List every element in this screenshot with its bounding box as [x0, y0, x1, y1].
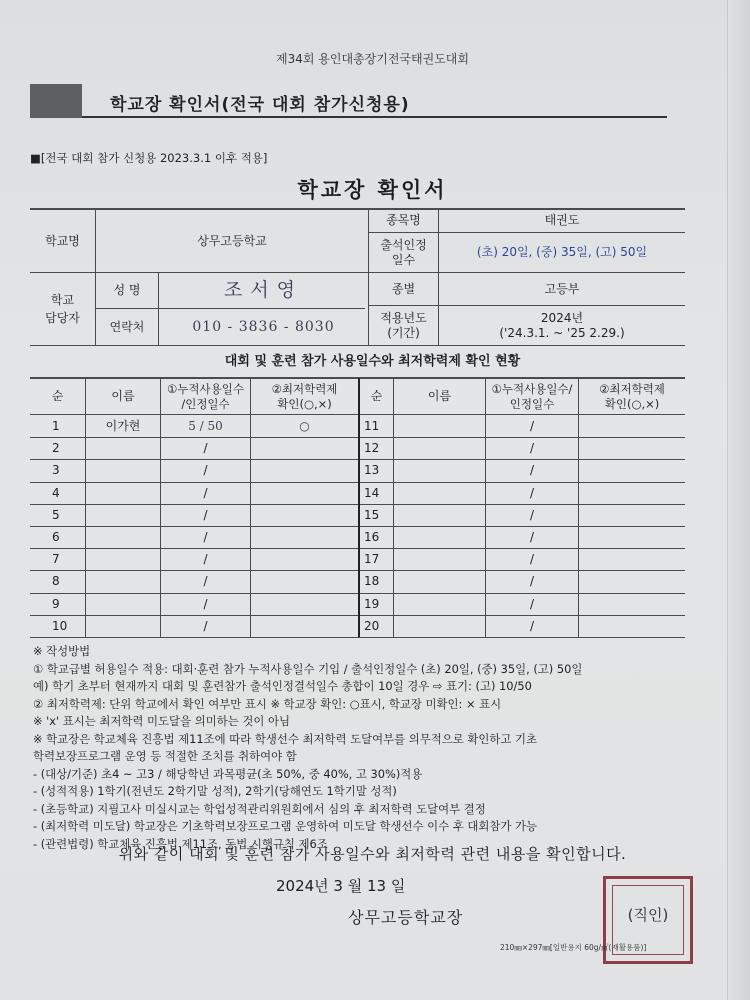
- instruction-line: - (관련법령) 학교체육 진흥법 제11조, 동법 시행규칙 제6조: [33, 836, 328, 851]
- row-name-left: [86, 482, 160, 504]
- table-col-line: [393, 378, 394, 637]
- manager-name-value: 조서영: [223, 279, 304, 301]
- row-number-right: 19: [364, 596, 380, 611]
- paper-spec-footer: 210㎜×297㎜[일반용지 60g/㎡(재활용품)]: [500, 943, 647, 952]
- school-name-label: 학교명: [45, 233, 80, 248]
- banner-title: 학교장 확인서(전국 대회 참가신청용): [110, 95, 410, 115]
- banner-underline: [82, 116, 667, 118]
- row-days-left: /: [203, 440, 208, 455]
- row-number-right: 12: [364, 440, 380, 455]
- header-min-left-line1: ②최저학력제: [271, 381, 338, 396]
- table-bottom-border: [30, 637, 685, 638]
- row-min-left: [251, 615, 358, 637]
- row-min-left: [251, 570, 358, 592]
- instruction-line: ① 학교급별 허용일수 적용: 대회·훈련 참가 누적사용일수 기입 / 출석인정일수 (초) 20일, (중) 35일, (고) 50일: [33, 661, 583, 676]
- row-days-left: /: [203, 596, 208, 611]
- row-min-left: ○: [299, 418, 310, 433]
- seal-label: (직인): [627, 906, 669, 924]
- instruction-line: - (초등학교) 지필고사 미실시교는 학업성적관리위원회에서 심의 후 최저학력 도달여부 결정: [33, 801, 486, 816]
- row-name-left: [86, 593, 160, 615]
- header-days-left-line2: /인정일수: [181, 396, 230, 411]
- row-number-left: 9: [52, 596, 60, 611]
- row-min-left: [251, 593, 358, 615]
- header-days-left: [161, 379, 250, 414]
- row-min-left: [251, 482, 358, 504]
- manager-label: [30, 273, 95, 345]
- instruction-line: 예) 학기 초부터 현재까지 대회 및 훈련참가 출석인정결석일수 총합이 10일 경우 ⇨ 표기: (고) 10/50: [33, 679, 532, 693]
- row-days-left: 5 / 50: [188, 418, 223, 433]
- header-min-right: [579, 379, 685, 414]
- row-number-right: 13: [364, 462, 380, 477]
- row-days-left: /: [203, 529, 208, 544]
- header-no-left: 순: [51, 389, 64, 403]
- attendance-label: [369, 233, 438, 272]
- row-days-right: /: [529, 551, 535, 566]
- header-name-left: 이름: [111, 389, 135, 403]
- row-min-left: [251, 437, 358, 459]
- row-number-left: 10: [52, 618, 68, 633]
- row-name-left: [86, 437, 160, 459]
- header-name-right: 이름: [427, 389, 452, 403]
- manager-label-line1: 학교: [50, 293, 75, 307]
- instruction-line: 학력보장프로그램 운영 등 적절한 조치를 취하여야 함: [33, 749, 297, 763]
- year-label: [369, 306, 438, 345]
- row-days-right: /: [529, 507, 535, 522]
- row-days-right: /: [529, 462, 535, 477]
- section-title: 대회 및 훈련 참가 사용일수와 최저학력제 확인 현황: [224, 354, 521, 369]
- row-min-left: [251, 526, 358, 548]
- form-title: 학교장 확인서: [297, 178, 448, 202]
- row-days-right: /: [529, 485, 535, 500]
- row-number-right: 15: [364, 507, 380, 522]
- year-value: [439, 306, 685, 345]
- row-name-left: [86, 615, 160, 637]
- banner: [30, 84, 667, 118]
- header-days-right: [486, 379, 578, 414]
- instruction-line: ※ 'x' 표시는 최저학력 미도달을 의미하는 것이 아님: [33, 714, 290, 728]
- row-number-left: 2: [52, 440, 60, 455]
- row-number-left: 4: [52, 485, 60, 500]
- row-number-left: 3: [52, 462, 60, 477]
- row-days-left: /: [203, 573, 208, 588]
- row-name-left: [86, 526, 160, 548]
- attendance-label-line2: 일수: [391, 252, 416, 267]
- instruction-line: - (성적적용) 1학기(전년도 2학기말 성적), 2학기(당해연도 1학기말 성적): [33, 784, 397, 798]
- row-days-left: /: [203, 551, 208, 566]
- name-label: 성 명: [113, 283, 141, 297]
- category-label: 종별: [391, 281, 416, 296]
- row-days-right: /: [529, 440, 535, 455]
- date-line: 2024년 3 월 13 일: [276, 877, 406, 895]
- header-min-left: [251, 379, 358, 414]
- instruction-line: - (대상/기준) 초4 ~ 고3 / 해당학년 과목평균(초 50%, 중 40%, 고 30%)적용: [33, 766, 423, 781]
- row-days-right: /: [529, 596, 535, 611]
- row-days-left: /: [203, 485, 208, 500]
- header-days-right-line2: 인정일수: [509, 396, 555, 411]
- row-days-right: /: [529, 573, 535, 588]
- row-number-right: 14: [364, 485, 380, 500]
- row-days-right: /: [529, 618, 535, 633]
- row-days-left: /: [203, 618, 208, 633]
- event-name: 제34회 용인대총장기전국태권도대회: [276, 52, 469, 66]
- contact-value: 010 - 3836 - 8030: [192, 318, 335, 335]
- row-days-left: /: [203, 507, 208, 522]
- apply-note: ■[전국 대회 참가 신청용 2023.3.1 이후 적용]: [30, 151, 268, 165]
- principal-title: 상무고등학교장: [348, 908, 464, 927]
- year-value-line1: 2024년: [540, 310, 584, 325]
- row-number-left: 1: [52, 418, 60, 433]
- header-min-right-line2: 확인(○,×): [604, 396, 660, 411]
- row-name-left: [86, 570, 160, 592]
- header-no-right: 순: [370, 389, 383, 403]
- header-min-left-line2: 확인(○,×): [277, 396, 332, 411]
- row-number-right: 20: [364, 618, 380, 633]
- row-days-right: /: [529, 529, 535, 544]
- contact-label: 연락처: [109, 319, 145, 334]
- row-name-left: [86, 459, 160, 481]
- attendance-value: (초) 20일, (중) 35일, (고) 50일: [476, 245, 648, 259]
- instruction-line: ※ 학교장은 학교체육 진흥법 제11조에 따라 학생선수 최저학력 도달여부를 의무적으로 확인하고 기초: [33, 731, 538, 746]
- row-min-left: [251, 548, 358, 570]
- table-col-line: [578, 378, 579, 637]
- header-min-right-line1: ②최저학력제: [599, 381, 665, 396]
- row-name-left: [86, 548, 160, 570]
- page-edge: [727, 0, 750, 1000]
- row-number-right: 11: [364, 418, 380, 433]
- confirm-statement: 위와 같이 대회 및 훈련 참가 사용일수와 최저학력 관련 내용을 확인합니다.: [118, 845, 627, 863]
- row-name-left: 이가현: [105, 418, 141, 433]
- instruction-line: - (최저학력 미도달) 학교장은 기초학력보장프로그램 운영하여 미도달 학생선수 이수 후 대회참가 가능: [33, 819, 537, 833]
- banner-grey-block: [30, 84, 82, 118]
- row-number-right: 16: [364, 529, 380, 544]
- row-number-left: 8: [52, 573, 60, 588]
- info-line: [30, 345, 685, 346]
- row-number-left: 5: [52, 507, 60, 522]
- school-name-value: 상무고등학교: [197, 233, 267, 248]
- year-value-line2: ('24.3.1. ~ '25 2.29.): [499, 325, 625, 340]
- row-number-right: 18: [364, 573, 380, 588]
- row-days-left: /: [203, 462, 208, 477]
- row-min-left: [251, 459, 358, 481]
- event-value: 태권도: [544, 213, 580, 227]
- year-label-line2: (기간): [387, 325, 420, 340]
- attendance-label-line1: 출석인정: [380, 237, 427, 252]
- row-name-left: [86, 504, 160, 526]
- manager-label-line2: 담당자: [45, 311, 80, 325]
- year-label-line1: 적용년도: [380, 310, 427, 325]
- header-days-right-line1: ①누적사용일수/: [491, 381, 573, 396]
- category-value: 고등부: [544, 281, 580, 296]
- row-days-right: /: [529, 418, 535, 433]
- instruction-line: ② 최저학력제: 단위 학교에서 확인 여부만 표시 ※ 학교장 확인: ○표시, 학교장 미확인: × 표시: [33, 696, 502, 711]
- header-days-left-line1: ①누적사용일수: [167, 381, 244, 396]
- row-min-left: [251, 504, 358, 526]
- row-number-right: 17: [364, 551, 380, 566]
- row-number-left: 6: [52, 529, 60, 544]
- instructions: [33, 643, 723, 853]
- row-number-left: 7: [52, 551, 60, 566]
- event-label: 종목명: [386, 213, 421, 227]
- instruction-line: ※ 작성방법: [33, 644, 91, 658]
